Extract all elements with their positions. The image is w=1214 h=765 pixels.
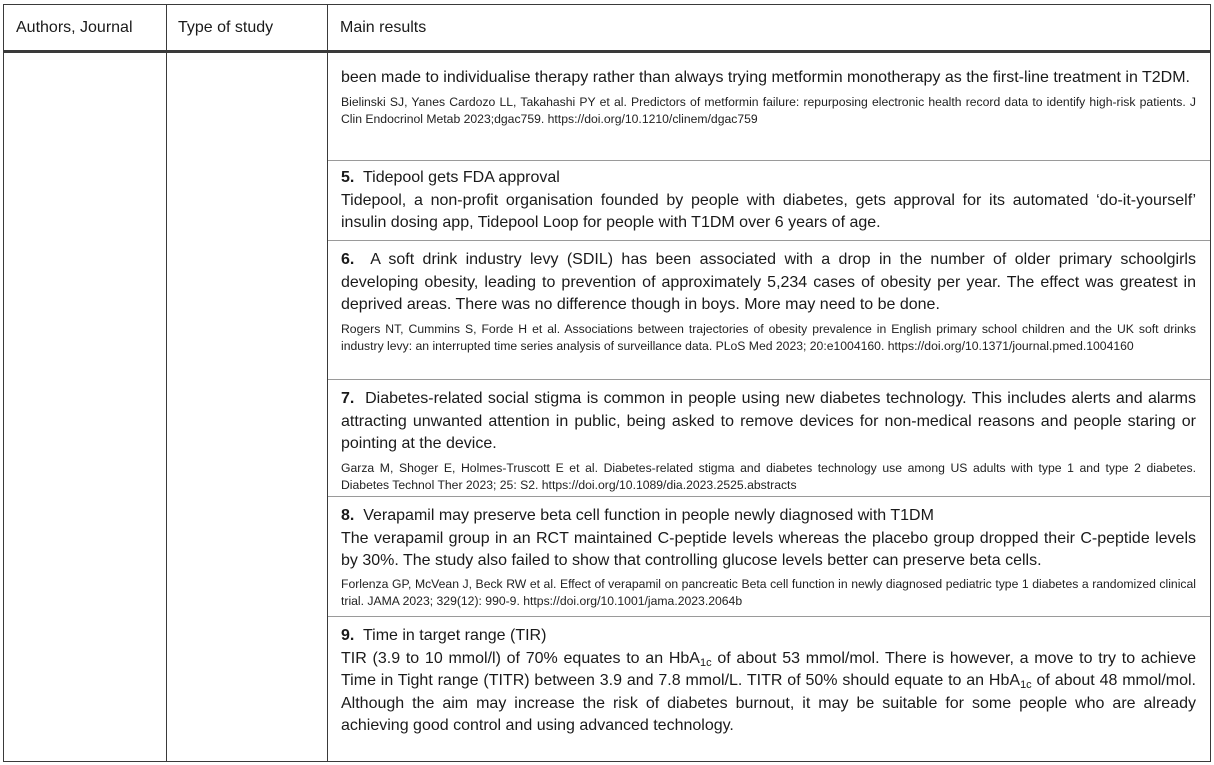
entry-text: Diabetes-related social stigma is common in people using new diabetes technology. This includes alerts and alarms attracting unwanted attention in public, being asked to remove devices for non-medical reasons and people staring or pointing at the device. — [341, 390, 1196, 452]
entry-title: Time in target range (TIR) — [362, 627, 547, 644]
column-divider — [166, 5, 167, 761]
entry-heading — [341, 625, 1196, 648]
entry-reference: Rogers NT, Cummins S, Forde H et al. Associations between trajectories of obesity prevalence in English primary school children and the UK soft drinks industry levy: an interrupted time series analysis of surveillance data. PLoS Med 2023; 20:e1004160. https://doi.org/10.1371/journal.pmed.1004160 — [341, 321, 1196, 353]
result-entry-6 — [328, 241, 1210, 380]
entry-text-part: of about 48 mmol/mol. Although the aim may increase the risk of diabetes burnout, it may be suitable for some people who are already achieving good control and using advanced technology. — [341, 672, 1197, 734]
entry-text-part: of about 53 mmol/mol. There is however, a move to try to achieve Time in Tight range (TITR) between 3.9 and 7.8 mmol/L. TITR of 50% should equate to an HbA — [341, 649, 1196, 689]
entry-number: 7. — [341, 390, 355, 407]
table-header — [4, 5, 1210, 53]
result-entry-8 — [328, 497, 1210, 617]
subscript: 1c — [699, 656, 712, 669]
entry-reference: Forlenza GP, McVean J, Beck RW et al. Effect of verapamil on pancreatic Beta cell function in newly diagnosed pediatric type 1 diabetes a randomized clinical trial. JAMA 2023; 329(12): 990-9. https://doi.org/10.1001/jama.2023.2064b — [341, 576, 1196, 608]
subscript: 1c — [1020, 679, 1032, 691]
result-entry-4 — [328, 53, 1210, 161]
header-main-results: Main results — [340, 19, 427, 36]
entry-text-block — [341, 388, 1196, 456]
entry-text: A soft drink industry levy (SDIL) has been associated with a drop in the number of older primary schoolgirls developing obesity, leading to prevention of approximately 5,234 cases of obesity per year. The effect was greatest in deprived areas. There was no difference though in boys. More may need to be done. — [341, 251, 1196, 313]
entry-reference: Garza M, Shoger E, Holmes-Truscott E et al. Diabetes-related stigma and diabetes technology use among US adults with type 1 and type 2 diabetes. Diabetes Technol Ther 2023; 25: S2. https://doi.org/10.1089/dia.2023.2525.abstracts — [341, 460, 1196, 492]
entry-title: Tidepool gets FDA approval — [362, 169, 560, 186]
entry-text-block — [341, 249, 1196, 317]
result-entry-9 — [328, 617, 1210, 738]
entry-heading — [341, 505, 1196, 528]
entry-text-part: TIR (3.9 to 10 mmol/l) of 70% equates to an HbA — [341, 649, 700, 667]
main-results-column — [328, 53, 1210, 761]
entry-number: 6. — [341, 251, 355, 268]
entry-text: been made to individualise therapy rather than always trying metformin monotherapy as the first-line treatment in T2DM. — [341, 69, 1190, 86]
result-entry-5 — [328, 161, 1210, 241]
entry-reference: Bielinski SJ, Yanes Cardozo LL, Takahashi PY et al. Predictors of metformin failure: repurposing electronic health record data to identify high-risk patients. J Clin Endocrinol Metab 2023;dgac759. https://doi.org/10.1210/clinem/dgac759 — [341, 94, 1196, 126]
results-table — [3, 4, 1211, 762]
entry-text: Tidepool, a non-profit organisation founded by people with diabetes, gets approval for its automated ‘do-it-yourself’ insulin dosing app, Tidepool Loop for people with T1DM over 6 years of age. — [341, 191, 1196, 231]
entry-number: 9. — [341, 627, 355, 644]
header-authors-journal: Authors, Journal — [16, 19, 133, 36]
entry-text — [341, 648, 1196, 738]
header-type-of-study: Type of study — [178, 19, 274, 36]
entry-number: 8. — [341, 507, 355, 524]
entry-text: The verapamil group in an RCT maintained C-peptide levels whereas the placebo group dropped their C-peptide levels by 30%. The study also failed to show that controlling glucose levels better can preserve beta cells. — [341, 529, 1196, 569]
result-entry-7 — [328, 380, 1210, 497]
entry-heading — [341, 167, 1196, 190]
entry-number: 5. — [341, 169, 355, 186]
entry-title: Verapamil may preserve beta cell function in people newly diagnosed with T1DM — [363, 507, 934, 524]
